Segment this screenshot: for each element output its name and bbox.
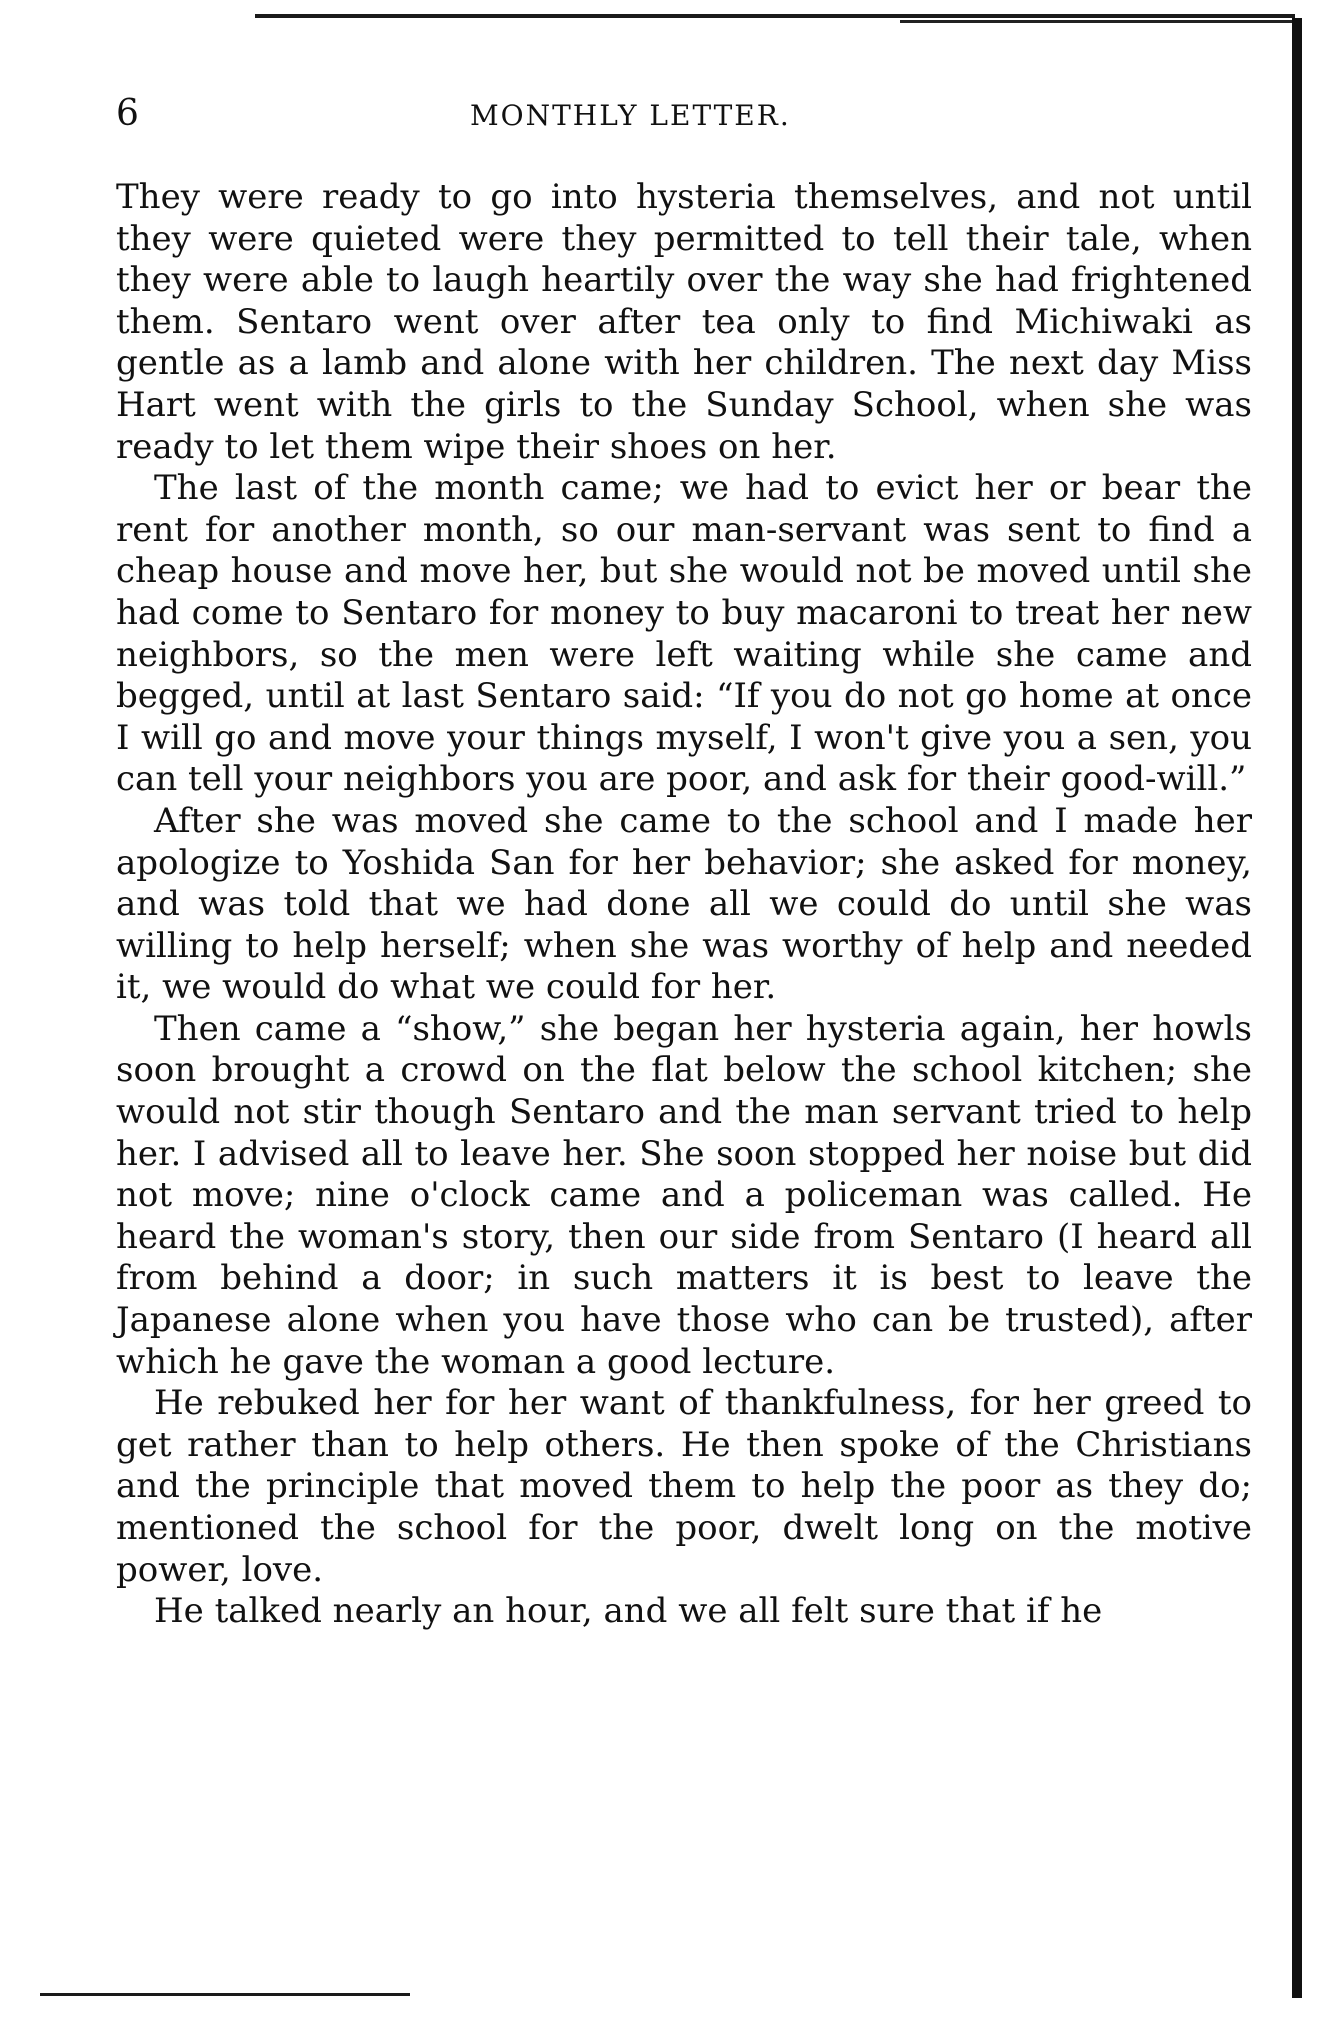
- paragraph: He rebuked her for her want of thankfulness, for her greed to get rather than to help others. He then spoke of the Christians and the principle that moved them to help the poor as they do; mentioned the school for the poor, dwelt long on the motive power, love.: [116, 1383, 1252, 1590]
- bottom-rule: [40, 1993, 410, 1996]
- running-title: MONTHLY LETTER.: [470, 99, 791, 132]
- top-rule: [255, 14, 1295, 18]
- body-text: [116, 177, 1252, 1633]
- paragraph: They were ready to go into hysteria themselves, and not until they were quieted were they permitted to tell their tale, when they were able to laugh heartily over the way she had frightened them. Sentaro went over after tea only to find Michiwaki as gentle as a lamb and alone with her children. The next day Miss Hart went with the girls to the Sunday School, when she was ready to let them wipe their shoes on her.: [116, 177, 1252, 467]
- paragraph: Then came a “show,” she began her hysteria again, her howls soon brought a crowd on the flat below the school kitchen; she would not stir though Sentaro and the man servant tried to help her. I advised all to leave her. She soon stopped her noise but did not move; nine o'clock came and a policeman was called. He heard the woman's story, then our side from Sentaro (I heard all from behind a door; in such matters it is best to leave the Japanese alone when you have those who can be trusted), after which he gave the woman a good lecture.: [116, 1008, 1252, 1382]
- page-number: 6: [116, 93, 139, 134]
- page-edge-bar: [1292, 18, 1302, 1998]
- top-rule-secondary: [900, 20, 1295, 23]
- paragraph: He talked nearly an hour, and we all felt sure that if he: [154, 1591, 1103, 1632]
- paragraph: The last of the month came; we had to evict her or bear the rent for another month, so our man-servant was sent to find a cheap house and move her, but she would not be moved until she had come to Sentaro for money to buy macaroni to treat her new neighbors, so the men were left waiting while she came and begged, until at last Sentaro said: “If you do not go home at once I will go and move your things myself, I won't give you a sen, you can tell your neighbors you are poor, and ask for their good-will.”: [116, 468, 1252, 800]
- paragraph: After she was moved she came to the school and I made her apologize to Yoshida San for her behavior; she asked for money, and was told that we had done all we could do until she was willing to help herself; when she was worthy of help and needed it, we would do what we could for her.: [116, 800, 1252, 1008]
